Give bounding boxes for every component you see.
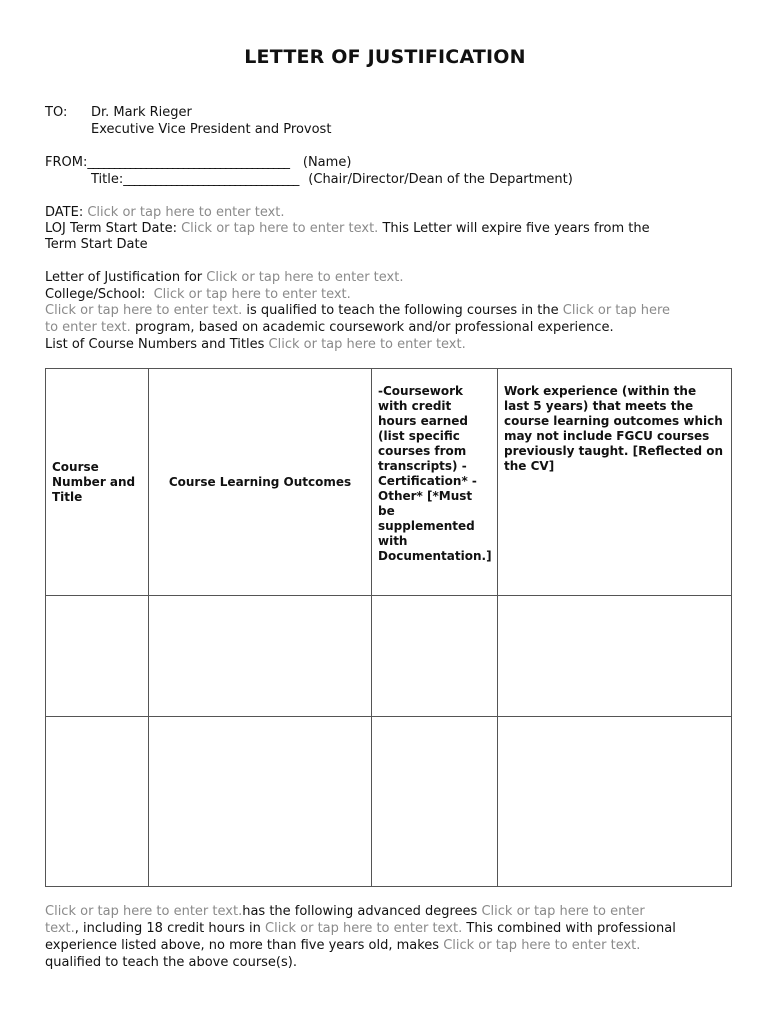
qualified-line (45, 302, 670, 319)
credit-text: , including 18 credit hours in (74, 921, 261, 936)
program-text: program, based on academic coursework and/or professional experience. (134, 320, 614, 335)
document-title: LETTER OF JUSTIFICATION (244, 46, 526, 68)
table-cell[interactable] (149, 596, 372, 717)
qualified-text: is qualified to teach the following courses in the (246, 303, 559, 318)
date-label: DATE: (45, 205, 84, 220)
degrees-field-b[interactable]: text. (45, 921, 75, 936)
course-list-field[interactable]: Click or tap here to enter text. (268, 337, 466, 352)
table-cell[interactable] (498, 596, 732, 717)
table-cell[interactable] (149, 717, 372, 887)
college-field[interactable]: Click or tap here to enter text. (153, 287, 351, 302)
closing-line-4: qualified to teach the above course(s). (45, 955, 297, 970)
loj-term-field[interactable]: Click or tap here to enter text. (181, 221, 379, 236)
loj-expiry-text-2: Term Start Date (45, 237, 148, 252)
closing-line-2 (45, 920, 676, 937)
table-row (46, 717, 732, 887)
header-work-experience: Work experience (within the last 5 years) that meets the course learning outcomes which may not include FGCU courses previously taught. [Reflected on the CV] (498, 369, 732, 596)
date-line (45, 204, 285, 221)
loj-line (45, 220, 650, 237)
college-label: College/School: (45, 287, 146, 302)
from-title-line (91, 171, 573, 188)
table-cell[interactable] (372, 596, 498, 717)
table-header-row (46, 369, 732, 596)
table-cell[interactable] (498, 717, 732, 887)
credit-field[interactable]: Click or tap here to enter text. (265, 921, 463, 936)
course-table (45, 368, 732, 887)
experience-text: experience listed above, no more than five years old, makes (45, 938, 440, 953)
course-list-label: List of Course Numbers and Titles (45, 337, 265, 352)
college-line (45, 286, 351, 303)
loj-label: LOJ Term Start Date: (45, 221, 177, 236)
table-cell[interactable] (46, 717, 149, 887)
to-position: Executive Vice President and Provost (91, 122, 332, 137)
header-coursework: -Coursework with credit hours earned (list specific courses from transcripts) -Certification* -Other* [*Must be supplemented with Documentation.] (372, 369, 498, 596)
to-name: Dr. Mark Rieger (91, 105, 192, 120)
header-course-number-title: Course Number and Title (46, 369, 149, 596)
degrees-field-a[interactable]: Click or tap here to enter (481, 904, 645, 919)
loj-expiry-text: This Letter will expire five years from the (382, 221, 650, 236)
justification-field[interactable]: Click or tap here to enter text. (206, 270, 404, 285)
program-field-b[interactable]: to enter text. (45, 320, 131, 335)
closing-line-1 (45, 903, 645, 920)
table-cell[interactable] (46, 596, 149, 717)
to-label: TO: (45, 105, 68, 120)
course-list-line (45, 336, 466, 353)
header-learning-outcomes: Course Learning Outcomes (149, 369, 372, 596)
closing-name-field[interactable]: Click or tap here to enter text. (45, 904, 243, 919)
table-row (46, 596, 732, 717)
from-name-blank[interactable]: ______________________________________ (87, 155, 289, 170)
justification-label: Letter of Justification for (45, 270, 203, 285)
from-title-blank[interactable]: _________________________________ (123, 172, 299, 187)
makes-field[interactable]: Click or tap here to enter text. (443, 938, 641, 953)
from-line (45, 154, 351, 171)
closing-line-3 (45, 937, 640, 954)
from-title-label: Title: (91, 172, 124, 187)
instructor-field[interactable]: Click or tap here to enter text. (45, 303, 243, 318)
justification-line (45, 269, 403, 286)
program-field-a[interactable]: Click or tap here (562, 303, 671, 318)
from-label: FROM: (45, 155, 88, 170)
degrees-text: has the following advanced degrees (242, 904, 478, 919)
date-field[interactable]: Click or tap here to enter text. (87, 205, 285, 220)
program-line (45, 319, 614, 336)
table-cell[interactable] (372, 717, 498, 887)
from-title-hint: (Chair/Director/Dean of the Department) (308, 172, 573, 187)
from-name-hint: (Name) (302, 155, 352, 170)
combined-text: This combined with professional (466, 921, 676, 936)
